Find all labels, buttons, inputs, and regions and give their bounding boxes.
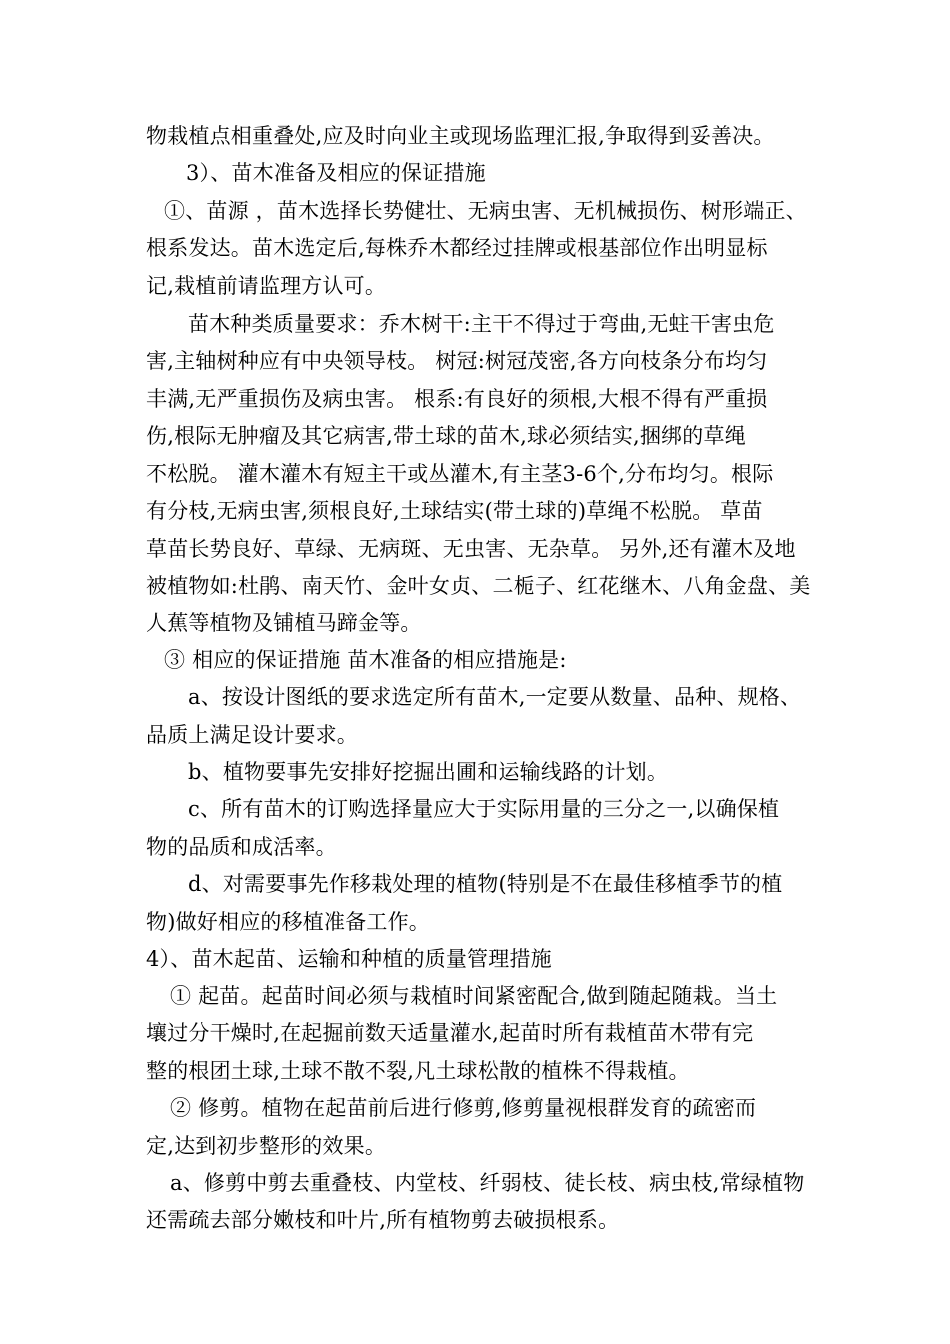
text-line-3: ①、苗源 ，苗木选择长势健壮、无病虫害、无机械损伤、树形端正、 <box>164 199 807 223</box>
list-item-a-2: a、修剪中剪去重叠枝、内堂枝、纤弱枝、徒长枝、病虫枝,常绿植物 <box>170 1171 805 1195</box>
list-item-b: b、植物要事先安排好挖掘出圃和运输线路的计划。 <box>188 760 669 784</box>
text-line-6: 苗木种类质量要求：乔木树干:主干不得过于弯曲,无蛀干害虫危 <box>188 312 775 336</box>
text-line-30: 还需疏去部分嫩枝和叶片,所有植物剪去破损根系。 <box>146 1208 620 1232</box>
text-line-5: 记,栽植前请监理方认可。 <box>146 274 387 298</box>
text-line-9: 伤,根际无肿瘤及其它病害,带土球的苗木,球必须结实,捆绑的草绳 <box>146 424 746 448</box>
text-line-8: 丰满,无严重损伤及病虫害。 根系:有良好的须根,大根不得有严重损 <box>146 387 768 411</box>
text-line-10: 不松脱。 灌木灌木有短主干或丛灌木,有主茎3-6个,分布均匀。根际 <box>146 462 774 486</box>
text-line-27: ② 修剪。植物在起苗前后进行修剪,修剪量视根群发育的疏密而 <box>170 1096 757 1120</box>
text-line-24: ① 起苗。起苗时间必须与栽植时间紧密配合,做到随起随栽。当土 <box>170 984 778 1008</box>
text-line-15: ③ 相应的保证措施 苗木准备的相应措施是: <box>164 648 567 672</box>
section-heading-4: 4）、苗木起苗、运输和种植的质量管理措施 <box>146 947 552 971</box>
text-line-4: 根系发达。苗木选定后,每株乔木都经过挂牌或根基部位作出明显标 <box>146 236 768 260</box>
text-line-13: 被植物如:杜鹃、南天竹、金叶女贞、二栀子、红花继木、八角金盘、美 <box>146 574 811 598</box>
text-line-22: 物)做好相应的移植准备工作。 <box>146 910 430 934</box>
text-line-11: 有分枝,无病虫害,须根良好,土球结实(带土球的)草绳不松脱。 草苗 <box>146 499 763 523</box>
text-line-26: 整的根团土球,土球不散不裂,凡土球松散的植株不得栽植。 <box>146 1059 690 1083</box>
list-item-d: d、对需要事先作移栽处理的植物(特别是不在最佳移植季节的植 <box>188 872 783 896</box>
text-line-1: 物栽植点相重叠处,应及时向业主或现场监理汇报,争取得到妥善决。 <box>146 124 775 148</box>
text-line-12: 草苗长势良好、草绿、无病斑、无虫害、无杂草。 另外,还有灌木及地 <box>146 537 796 561</box>
text-line-28: 定,达到初步整形的效果。 <box>146 1134 387 1158</box>
text-line-25: 壤过分干燥时,在起掘前数天适量灌水,起苗时所有栽植苗木带有完 <box>146 1021 754 1045</box>
text-line-7: 害,主轴树种应有中央领导枝。 树冠:树冠茂密,各方向枝条分布均匀 <box>146 349 768 373</box>
list-item-a: a、按设计图纸的要求选定所有苗木,一定要从数量、品种、规格、 <box>188 685 802 709</box>
text-line-17: 品质上满足设计要求。 <box>146 723 358 747</box>
text-line-14: 人蕉等植物及铺植马蹄金等。 <box>146 611 422 635</box>
list-item-c: c、所有苗木的订购选择量应大于实际用量的三分之一,以确保植 <box>188 797 780 821</box>
section-heading-3: 3）、苗木准备及相应的保证措施 <box>186 161 486 185</box>
text-line-20: 物的品质和成活率。 <box>146 835 337 859</box>
